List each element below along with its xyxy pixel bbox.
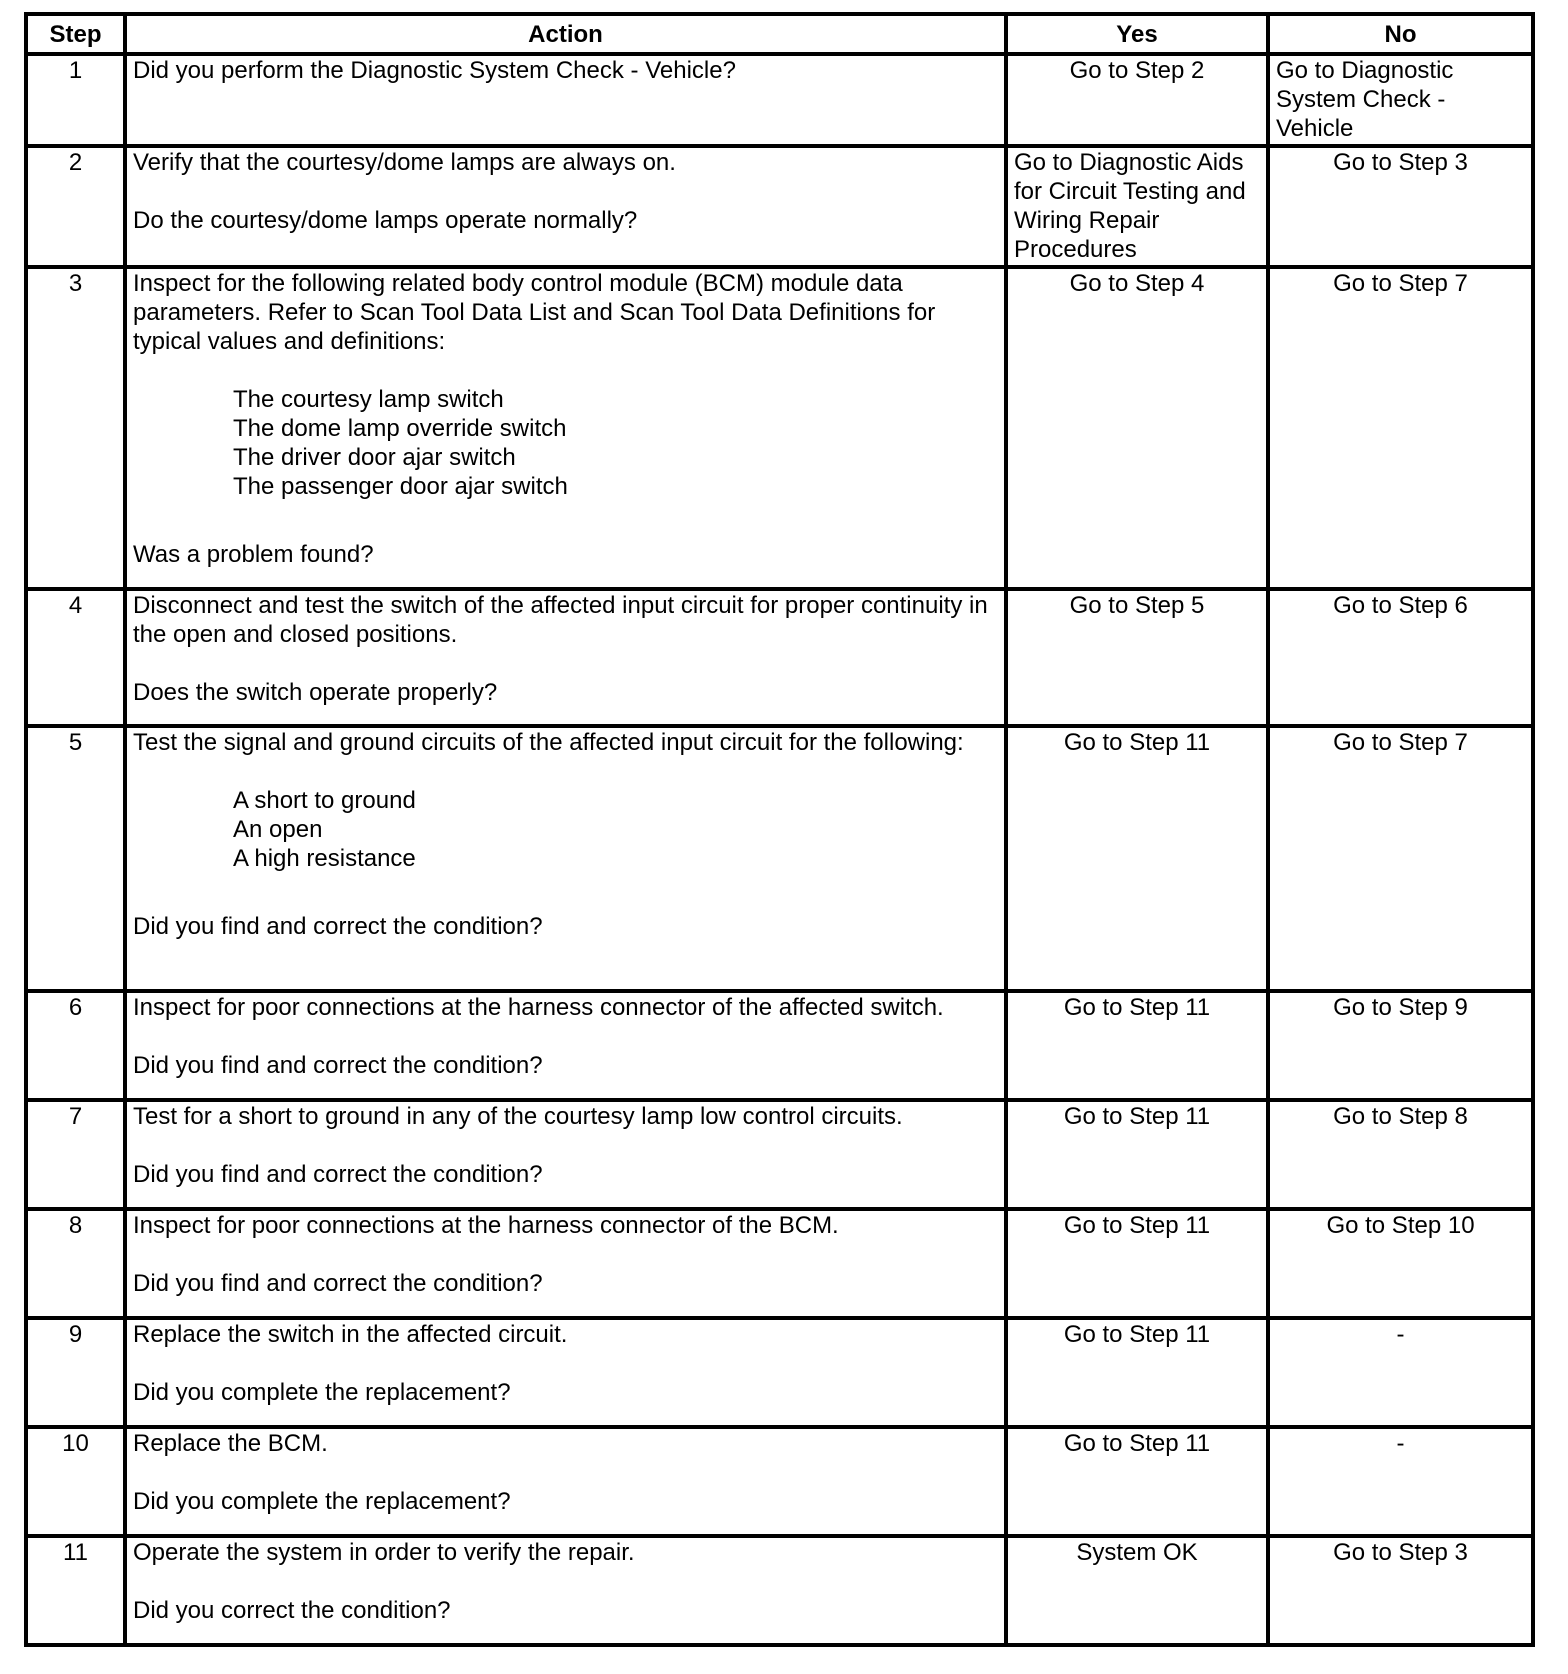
action-cell — [125, 1100, 1006, 1209]
action-cell — [125, 146, 1006, 267]
condition-list — [233, 786, 998, 873]
yes-cell: Go to Step 11 — [1006, 991, 1268, 1100]
table-row — [26, 146, 1533, 267]
yes-cell: Go to Step 2 — [1006, 54, 1268, 146]
yes-cell: Go to Step 11 — [1006, 1318, 1268, 1427]
action-cell — [125, 1536, 1006, 1645]
step-number: 4 — [26, 589, 125, 726]
table-row — [26, 1209, 1533, 1318]
action-cell — [125, 589, 1006, 726]
table-row — [26, 1318, 1533, 1427]
list-item: A high resistance — [233, 845, 416, 872]
list-item: The dome lamp override switch — [233, 415, 567, 442]
no-cell: Go to Step 7 — [1268, 726, 1533, 991]
step-number: 5 — [26, 726, 125, 991]
table-row — [26, 1536, 1533, 1645]
action-cell — [125, 726, 1006, 991]
action-text: Replace the switch in the affected circuit. — [133, 1321, 568, 1348]
diagnostic-table — [24, 12, 1535, 1647]
header-step: Step — [26, 14, 125, 54]
action-text: Verify that the courtesy/dome lamps are always on. — [133, 149, 676, 176]
action-cell — [125, 1318, 1006, 1427]
yes-cell: Go to Step 5 — [1006, 589, 1268, 726]
no-cell: Go to Step 7 — [1268, 267, 1533, 589]
table-row — [26, 267, 1533, 589]
action-text: Inspect for poor connections at the harness connector of the BCM. — [133, 1212, 839, 1239]
action-question: Did you find and correct the condition? — [133, 1270, 543, 1297]
action-question: Did you complete the replacement? — [133, 1379, 511, 1406]
table-row — [26, 54, 1533, 146]
step-number: 1 — [26, 54, 125, 146]
action-question: Did you find and correct the condition? — [133, 913, 543, 940]
action-text: Inspect for poor connections at the harness connector of the affected switch. — [133, 994, 944, 1021]
table-row — [26, 991, 1533, 1100]
action-text: Inspect for the following related body control module (BCM) module data parameters. Refer to Scan Tool Data List and Scan Tool Data Definitions for typical values and definitions: — [133, 270, 936, 355]
header-yes: Yes — [1006, 14, 1268, 54]
header-action: Action — [125, 14, 1006, 54]
yes-cell: Go to Diagnostic Aids for Circuit Testing and Wiring Repair Procedures — [1006, 146, 1268, 267]
list-item: The courtesy lamp switch — [233, 386, 504, 413]
yes-cell: Go to Step 11 — [1006, 1209, 1268, 1318]
action-question: Was a problem found? — [133, 541, 374, 568]
step-number: 10 — [26, 1427, 125, 1536]
yes-cell: System OK — [1006, 1536, 1268, 1645]
action-question: Did you find and correct the condition? — [133, 1052, 543, 1079]
action-text: Disconnect and test the switch of the affected input circuit for proper continuity in the open and closed positions. — [133, 592, 988, 648]
action-question: Did you find and correct the condition? — [133, 1161, 543, 1188]
action-question: Does the switch operate properly? — [133, 679, 498, 706]
yes-cell: Go to Step 11 — [1006, 726, 1268, 991]
table-row — [26, 1427, 1533, 1536]
step-number: 8 — [26, 1209, 125, 1318]
step-number: 3 — [26, 267, 125, 589]
list-item: A short to ground — [233, 787, 416, 814]
step-number: 2 — [26, 146, 125, 267]
action-question: Did you correct the condition? — [133, 1597, 451, 1624]
no-cell: Go to Diagnostic System Check - Vehicle — [1268, 54, 1533, 146]
step-number: 9 — [26, 1318, 125, 1427]
no-cell: Go to Step 3 — [1268, 146, 1533, 267]
no-cell: Go to Step 3 — [1268, 1536, 1533, 1645]
yes-cell: Go to Step 11 — [1006, 1427, 1268, 1536]
action-text: Did you perform the Diagnostic System Check - Vehicle? — [133, 57, 736, 84]
step-number: 11 — [26, 1536, 125, 1645]
action-question: Did you complete the replacement? — [133, 1488, 511, 1515]
header-no: No — [1268, 14, 1533, 54]
action-text: Operate the system in order to verify the repair. — [133, 1539, 635, 1566]
no-cell: Go to Step 8 — [1268, 1100, 1533, 1209]
action-cell — [125, 1427, 1006, 1536]
action-text: Test the signal and ground circuits of the affected input circuit for the following: — [133, 729, 964, 756]
list-item: The passenger door ajar switch — [233, 473, 568, 500]
step-number: 6 — [26, 991, 125, 1100]
list-item: The driver door ajar switch — [233, 444, 516, 471]
action-question: Do the courtesy/dome lamps operate normally? — [133, 207, 638, 234]
table-row — [26, 726, 1533, 991]
no-cell: Go to Step 10 — [1268, 1209, 1533, 1318]
action-cell — [125, 267, 1006, 589]
parameter-list — [233, 385, 998, 501]
no-cell: Go to Step 6 — [1268, 589, 1533, 726]
no-cell: Go to Step 9 — [1268, 991, 1533, 1100]
action-text: Replace the BCM. — [133, 1430, 328, 1457]
yes-cell: Go to Step 11 — [1006, 1100, 1268, 1209]
yes-cell: Go to Step 4 — [1006, 267, 1268, 589]
table-row — [26, 1100, 1533, 1209]
no-cell: - — [1268, 1318, 1533, 1427]
list-item: An open — [233, 816, 323, 843]
no-cell: - — [1268, 1427, 1533, 1536]
table-row — [26, 589, 1533, 726]
action-cell — [125, 54, 1006, 146]
action-cell — [125, 991, 1006, 1100]
step-number: 7 — [26, 1100, 125, 1209]
action-cell — [125, 1209, 1006, 1318]
header-row — [26, 14, 1533, 54]
action-text: Test for a short to ground in any of the courtesy lamp low control circuits. — [133, 1103, 903, 1130]
